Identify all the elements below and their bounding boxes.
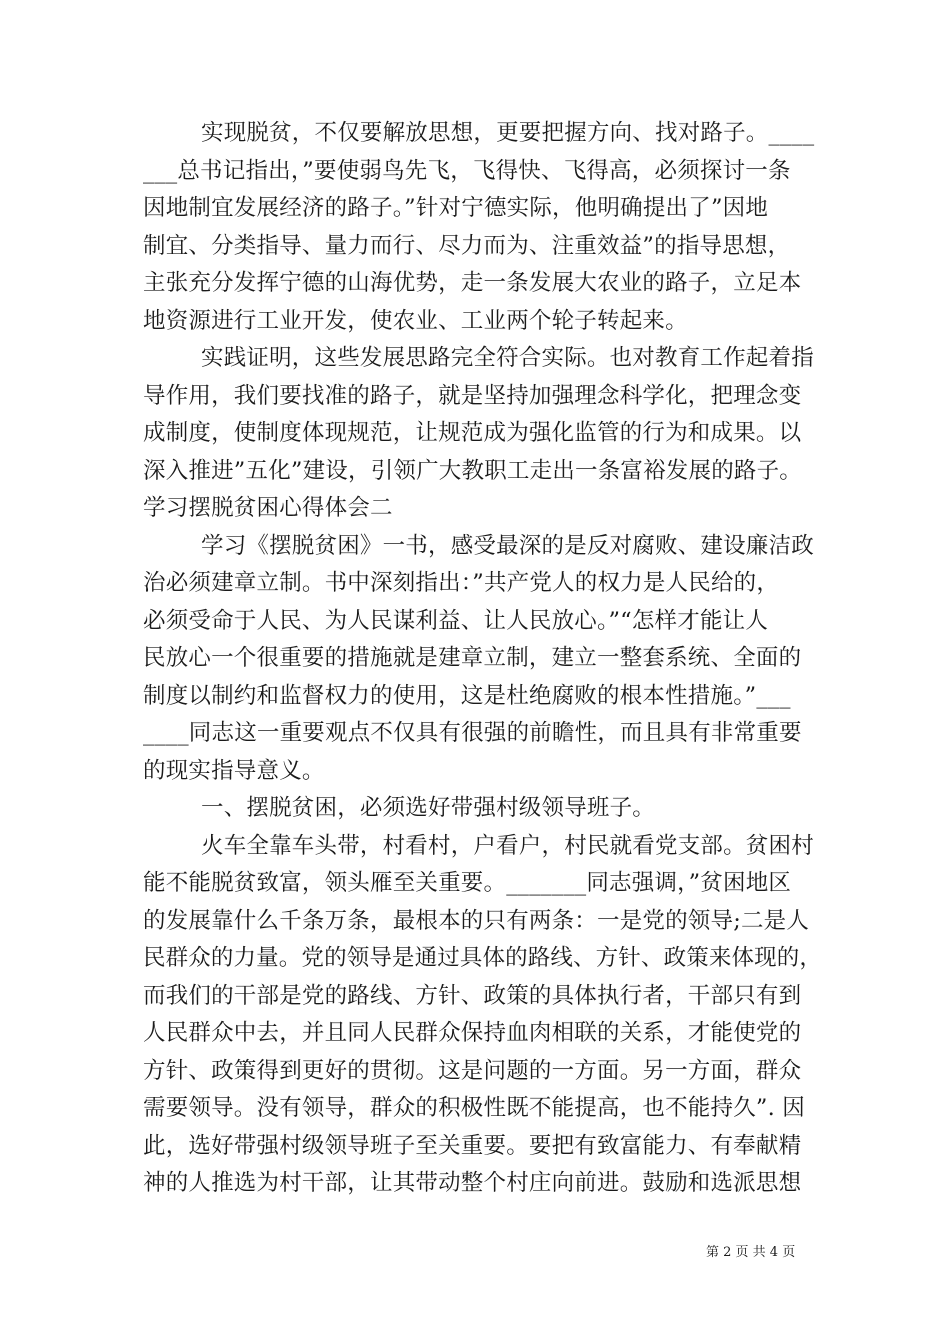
text-line: 的现实指导意义。 xyxy=(143,758,325,784)
text-line: ___总书记指出，”要使弱鸟先飞，飞得快、飞得高，必须探讨一条 xyxy=(143,158,791,184)
text-line: 方针、政策得到更好的贯彻。这是问题的一方面。另一方面，群众 xyxy=(143,1058,802,1084)
text-line: 实践证明，这些发展思路完全符合实际。也对教育工作起着指 xyxy=(201,345,814,371)
text-line: 成制度，使制度体现规范，让规范成为强化监管的行为和成果。以 xyxy=(143,420,802,446)
text-line: 能不能脱贫致富，领头雁至关重要。_______同志强调，”贫困地区 xyxy=(143,870,792,896)
text-line: 学习《摆脱贫困》一书，感受最深的是反对腐败、建设廉洁政 xyxy=(201,533,814,559)
text-line: 的发展靠什么千条万条，最根本的只有两条：一是党的领导;二是人 xyxy=(143,908,810,934)
page-number: 第 2 页 共 4 页 xyxy=(706,1245,796,1260)
text-line: 民群众的力量。党的领导是通过具体的路线、方针、政策来体现的， xyxy=(143,945,823,971)
text-line: 制度以制约和监督权力的使用，这是杜绝腐败的根本性措施。”___ xyxy=(143,683,791,709)
text-line: 实现脱贫，不仅要解放思想，更要把握方向、找对路子。____ xyxy=(201,120,815,146)
text-line: 因地制宜发展经济的路子。”针对宁德实际，他明确提出了”因地 xyxy=(143,195,769,221)
text-line: 导作用，我们要找准的路子，就是坚持加强理念科学化，把理念变 xyxy=(143,383,802,409)
text-line: 一、摆脱贫困，必须选好带强村级领导班子。 xyxy=(201,795,656,821)
text-line: 民放心一个很重要的措施就是建章立制，建立一整套系统、全面的 xyxy=(143,645,802,671)
text-line: 地资源进行工业开发，使农业、工业两个轮子转起来。 xyxy=(143,308,688,334)
text-line: 人民群众中去，并且同人民群众保持血肉相联的关系，才能使党的 xyxy=(143,1020,802,1046)
text-line: 主张充分发挥宁德的山海优势，走一条发展大农业的路子，立足本 xyxy=(143,270,802,296)
text-line: 而我们的干部是党的路线、方针、政策的具体执行者，干部只有到 xyxy=(143,983,802,1009)
text-line: ____同志这一重要观点不仅具有很强的前瞻性，而且具有非常重要 xyxy=(143,720,802,746)
text-line: 必须受命于人民、为人民谋利益、让人民放心。”“怎样才能让人 xyxy=(143,608,769,634)
text-line: 深入推进”五化”建设，引领广大教职工走出一条富裕发展的路子。 xyxy=(143,458,803,484)
text-line: 神的人推选为村干部，让其带动整个村庄向前进。鼓励和选派思想 xyxy=(143,1170,802,1196)
text-line: 需要领导。没有领导，群众的积极性既不能提高，也不能持久”. 因 xyxy=(143,1095,806,1121)
text-line: 此，选好带强村级领导班子至关重要。要把有致富能力、有奉献精 xyxy=(143,1133,802,1159)
text-line: 制宜、分类指导、量力而行、尽力而为、注重效益”的指导思想， xyxy=(143,233,791,259)
section-heading: 学习摆脱贫困心得体会二 xyxy=(143,495,393,521)
text-line: 治必须建章立制。书中深刻指出：”共产党人的权力是人民给的， xyxy=(143,570,780,596)
text-line: 火车全靠车头带，村看村，户看户，村民就看党支部。贫困村 xyxy=(201,833,814,859)
